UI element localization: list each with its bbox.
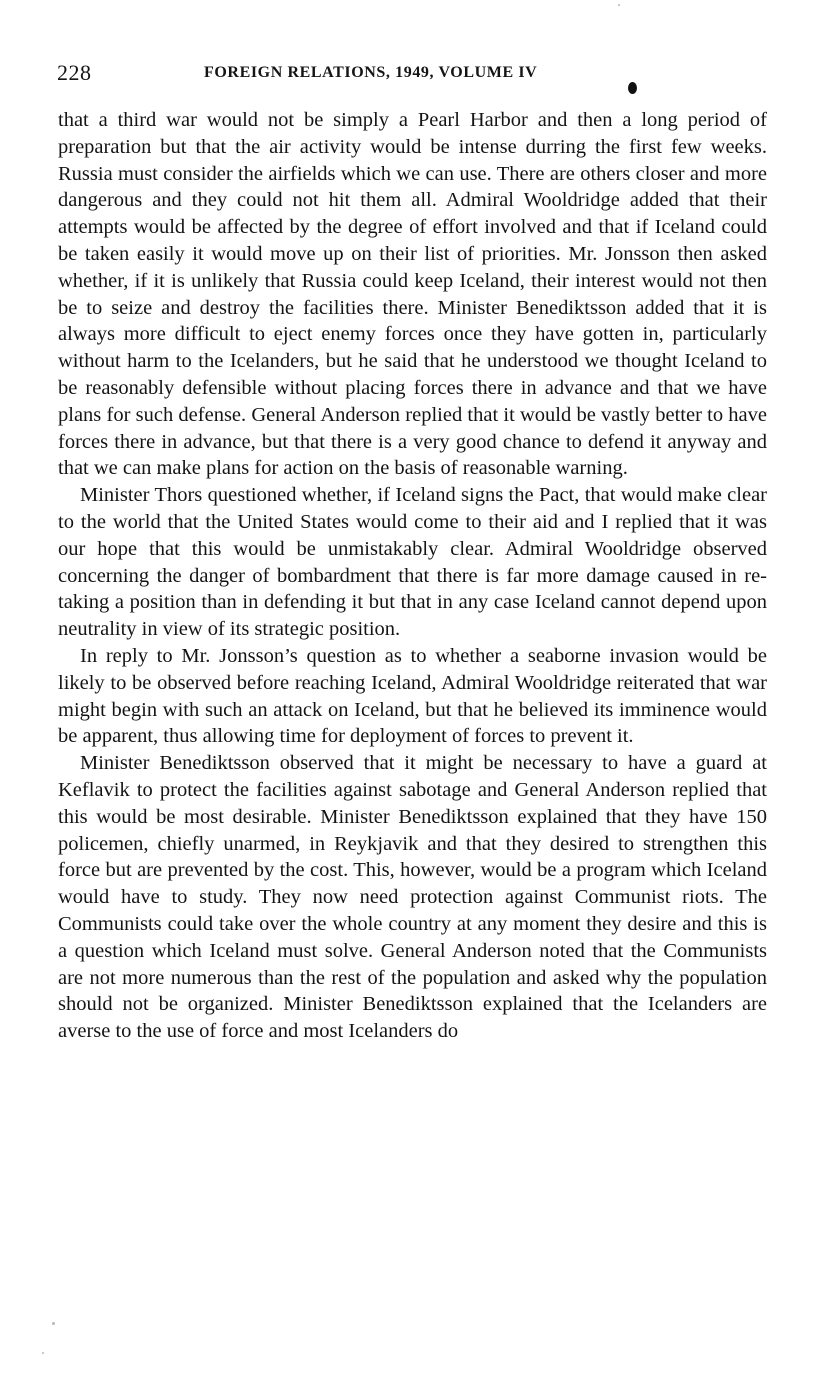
body-text	[58, 107, 767, 1045]
scan-speck	[52, 1322, 55, 1325]
page-header	[57, 60, 767, 88]
paragraph: In reply to Mr. Jonsson’s question as to whether a seaborne invasion would be likely to be observed before reaching Iceland, Admiral Wooldridge reiterated that war might begin with such an attack on Iceland, but that he believed its imminence would be apparent, thus allowing time for deployment of forces to prevent it.	[58, 644, 767, 748]
scan-speck	[42, 1352, 44, 1354]
scan-speck	[618, 4, 620, 6]
paragraph: Minister Benediktsson observed that it might be necessary to have a guard at Keflavik to protect the facilities against sabotage and General Anderson replied that this would be most desirable. Minister Benediktsson explained that they have 150 policemen, chiefly unarmed, in Reykjavik and that they desired to strengthen this force but are prevented by the cost. This, however, would be a program which Iceland would have to study. They now need protection against Communist riots. The Communists could take over the whole country at any moment they desire and this is a question which Iceland must solve. General Anderson noted that the Communists are not more numerous than the rest of the population and asked why the population should not be organized. Minister Benediktsson explained that the Icelanders are averse to the use of force and most Icelanders do	[58, 752, 767, 1043]
page-number: 228	[57, 60, 92, 85]
paragraph-continued: that a third war would not be simply a Pearl Harbor and then a long period of preparation but that the air activity would be intense durring the first few weeks. Russia must consider the airfields which we can use. There are others closer and more dangerous and they could not hit them all. Admiral Wooldridge added that their attempts would be affected by the degree of effort involved and that if Iceland could be taken easily it would move up on their list of priorities. Mr. Jonsson then asked whether, if it is unlikely that Russia could keep Iceland, their interest would not then be to seize and destroy the facilities there. Minister Benediktsson added that it is always more difficult to eject enemy forces once they have gotten in, particularly without harm to the Icelanders, but he said that he understood we thought Iceland to be reasonably defensible without placing forces there in advance and that we have plans for such defense. General Anderson replied that it would be vastly better to have forces there in advance, but that there is a very good chance to defend it anyway and that we can make plans for action on the basis of reasonable warning.	[58, 109, 767, 480]
paragraph: Minister Thors questioned whether, if Iceland signs the Pact, that would make clear to the world that the United States would come to their aid and I replied that it was our hope that this would be unmistakably clear. Admiral Wooldridge observed concerning the danger of bombardment that there is far more damage caused in re-taking a position than in defending it but that in any case Iceland cannot depend upon neutrality in view of its strategic position.	[58, 484, 767, 641]
running-head: FOREIGN RELATIONS, 1949, VOLUME IV	[204, 64, 538, 81]
ink-dot	[628, 82, 637, 94]
